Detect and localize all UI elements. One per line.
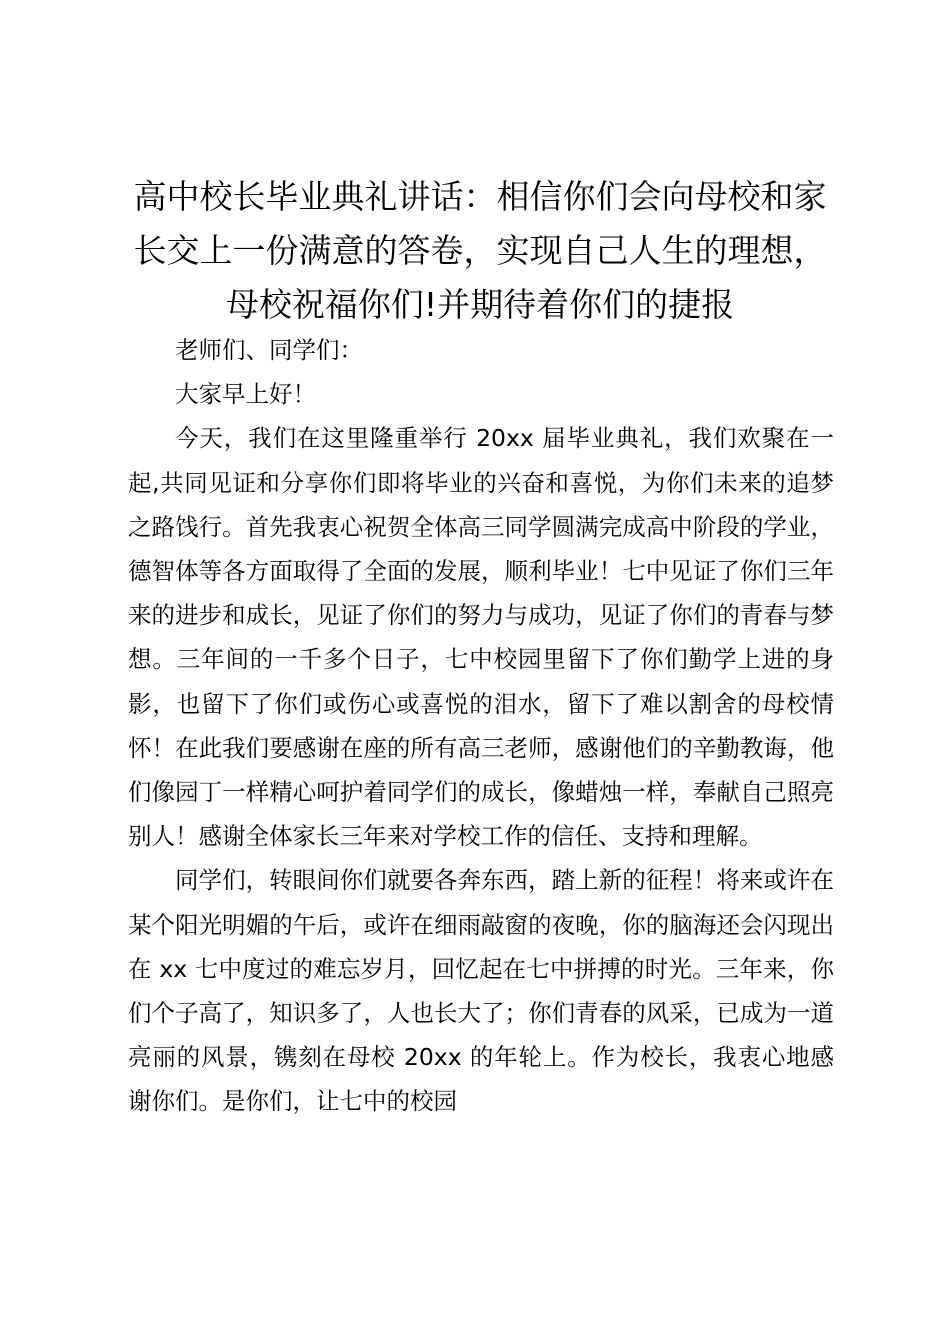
salutation: 老师们、同学们：: [175, 336, 363, 364]
greeting: 大家早上好！: [175, 380, 316, 409]
paragraph: 今天，我们在这里隆重举行 20xx 届毕业典礼，我们欢聚在一起,共同见证和分享你们即将毕业的兴奋和喜悦，为你们未来的追梦之路饯行。首先我衷心祝贺全体高三同学圆满完成高中阶段的学业，德智体等各方面取得了全面的发展，顺利毕业！七中见证了你们三年来的进步和成长，见证了你们的努力与成功，见证了你们的青春与梦想。三年间的一千多个日子，七中校园里留下了你们勤学上进的身影，也留下了你们或伤心或喜悦的泪水，留下了难以割舍的母校情怀！在此我们要感谢在座的所有高三老师，感谢他们的辛勤教诲，他们像园丁一样精心呵护着同学们的成长，像蜡烛一样，奉献自己照亮别人！感谢全体家长三年来对学校工作的信任、支持和理解。: [128, 424, 834, 851]
paragraph: 同学们，转眼间你们就要各奔东西，踏上新的征程！将来或许在某个阳光明媚的午后，或许在细雨敲窗的夜晚，你的脑海还会闪现出在 xx 七中度过的难忘岁月，回忆起在七中拼搏的时光。三年来，你们个子高了，知识多了，人也长大了；你们青春的风采，已成为一道亮丽的风景，镌刻在母校 20xx 的年轮上。作为校长，我衷心地感谢你们。是你们，让七中的校园: [128, 866, 834, 1116]
document-title: 高中校长毕业典礼讲话：相信你们会向母校和家长交上一份满意的答卷，实现自己人生的理想，母校祝福你们!并期待着你们的捷报: [133, 177, 827, 324]
document-body: [128, 328, 834, 1124]
